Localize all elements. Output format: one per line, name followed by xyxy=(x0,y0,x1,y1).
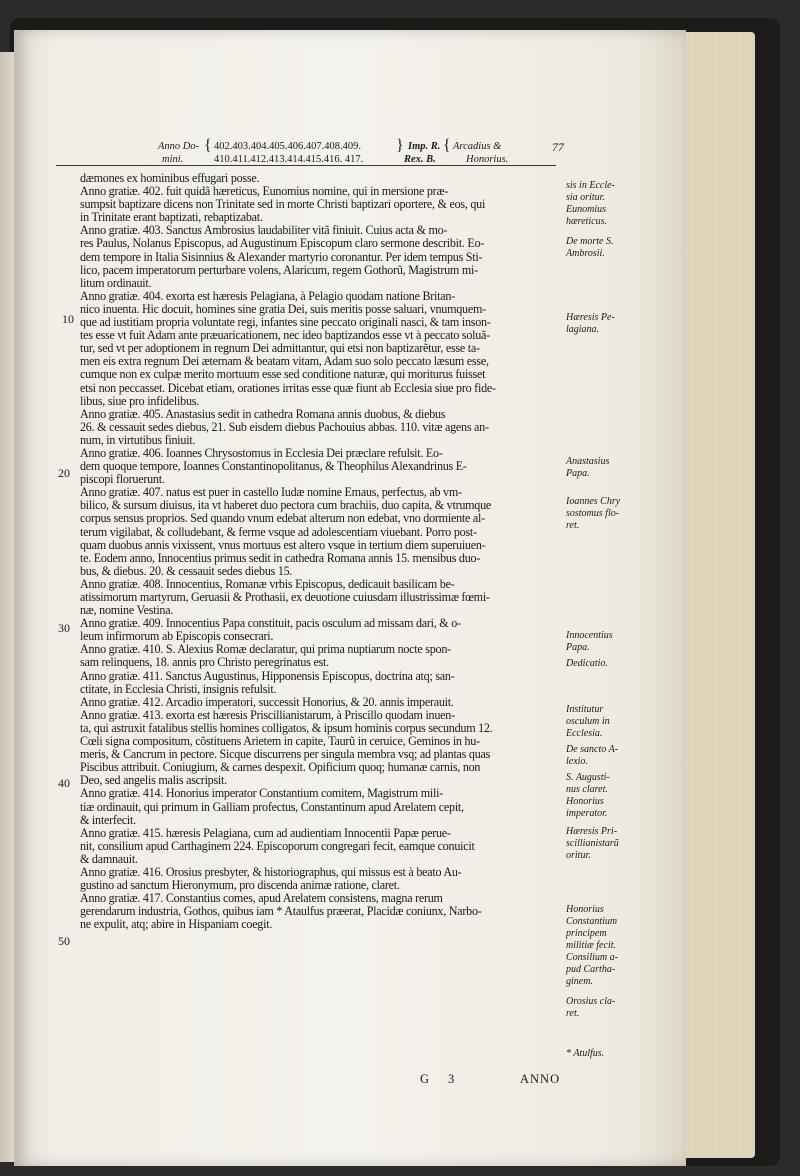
text-line: piscopi floruerunt. xyxy=(80,473,165,487)
page-block-edge xyxy=(675,32,755,1158)
margin-note: Papa. xyxy=(566,468,590,479)
text-line: Piscibus attribuit. Coniugium, & carnes despexit. Opificium quoq; humanæ carnis, non xyxy=(80,761,481,775)
margin-note: S. Augusti- xyxy=(566,772,610,783)
text-line: Anno gratiæ. 404. exorta est hæresis Pelagiana, à Pelagio quodam natione Britan- xyxy=(80,289,455,303)
margin-note: * Atulfus. xyxy=(566,1048,605,1059)
text-line: tiæ ordinauit, qui primum in Galliam profectus, Constantinum apud Arelatem cepit, xyxy=(80,800,464,814)
header-brace-mid-icon: } xyxy=(396,137,404,154)
margin-note: Hæresis Pe- xyxy=(566,312,615,323)
text-line: dem tempore in Italia Sisinnius & Alexander martyrio coronantur. Per idem tempus Sti- xyxy=(80,250,483,264)
text-line: num, in virtutibus finiuit. xyxy=(80,433,196,447)
margin-note: De sancto A- xyxy=(566,744,619,755)
margin-note: ret. xyxy=(566,520,580,531)
header-years-2: 410.411.412.413.414.415.416. 417. xyxy=(214,154,364,165)
text-line: Anno gratiæ. 414. Honorius imperator Constantium comitem, Magistrum mili- xyxy=(80,787,443,801)
text-line: litum ordinauit. xyxy=(80,276,152,290)
text-line: bilico, & sursum diuisus, ita vt haberet duo pectora cum brachiis, duo capita, & vtrumque xyxy=(80,499,492,513)
margin-note: Eunomius xyxy=(566,204,606,215)
margin-note: ret. xyxy=(566,1008,580,1019)
margin-note: imperator. xyxy=(566,808,608,819)
margin-note: Honorius xyxy=(566,904,604,915)
text-line: næ, nomine Vestina. xyxy=(80,604,174,618)
line-number: 30 xyxy=(58,621,70,635)
text-line: Anno gratiæ. 405. Anastasius sedit in cathedra Romana annis duobus, & diebus xyxy=(80,407,446,421)
margin-note: Innocentius xyxy=(566,630,613,641)
margin-note: pud Cartha- xyxy=(566,964,616,975)
line-number: 40 xyxy=(58,776,70,790)
text-line: tes esse vt fuit Adam ante præuaricationem, nec ideo baptizandos esse vt à peccato soluã- xyxy=(80,329,490,343)
text-line: nit, consilium apud Carthaginem 224. Episcoporum congregari fecit, eamque conuicit xyxy=(80,839,475,853)
text-line: atissimorum martyrum, Geruasii & Prothasii, ex deuotione cuiusdam illustrissimæ fœmi- xyxy=(80,591,490,604)
header-brace-left-icon: { xyxy=(204,137,212,154)
text-line: Anno gratiæ. 403. Sanctus Ambrosius laudabiliter vitã finiuit. Cuius acta & mo- xyxy=(80,224,448,238)
margin-note: Institutur xyxy=(566,704,604,715)
text-line: te. Eodem anno, Innocentius primus sedit in cathedra Romana annis 15. mensibus duo- xyxy=(80,551,481,565)
margin-note: Honorius xyxy=(566,796,604,807)
margin-note: Papa. xyxy=(566,642,590,653)
page-number: 77 xyxy=(552,140,564,154)
text-line: meris, & Cancrum in pectore. Sicque discurrens per singula membra vsq; ad plantas quas xyxy=(80,748,491,762)
header-anno-label-1: Anno Do- xyxy=(158,141,200,152)
text-line: in Trinitate erant baptizati, rebaptizabat. xyxy=(80,211,263,225)
line-number: 50 xyxy=(58,934,70,948)
header-anno-label-2: mini. xyxy=(162,154,184,165)
text-line: ta, qui astruxit fatalibus stellis homines colligatos, & ipsum hominis corpus secundum 12. xyxy=(80,721,493,735)
margin-note: scillianistarũ xyxy=(566,838,619,849)
header-imp-label: Imp. R. xyxy=(408,141,441,152)
text-line: sam relinquens, 18. annis pro Christo peregrinatus est. xyxy=(80,656,329,670)
margin-note: Constantium xyxy=(566,916,618,927)
header-ruler-1: Arcadius & xyxy=(453,141,502,152)
text-line: & damnauit. xyxy=(80,852,138,866)
text-line: ctitate, in Ecclesia Christi, insignis refulsit. xyxy=(80,682,277,696)
text-line: res Paulus, Nolanus Episcopus, ad Augustinum Episcopum claro sermone describit. Eo- xyxy=(80,237,485,251)
margin-note: lexio. xyxy=(566,756,588,767)
text-line: bus, & diebus. 20. & cessauit sedes diebus 15. xyxy=(80,564,293,578)
text-line: dæmones ex hominibus effugari posse. xyxy=(80,172,260,185)
margin-note: militiæ fecit. xyxy=(566,940,616,951)
text-line: Anno gratiæ. 412. Arcadio imperatori, successit Honorius, & 20. annis imperauit. xyxy=(80,695,454,709)
main-text-block xyxy=(80,172,562,931)
margin-note: De morte S. xyxy=(566,236,614,247)
margin-note: Ioannes Chry xyxy=(566,496,621,507)
margin-note: sostomus flo- xyxy=(566,508,620,519)
text-line: que ad iustitiam propria voluntate regi, infantes sine peccato originali nasci, & tam inson- xyxy=(80,316,491,330)
text-line: libus, siue pro infidelibus. xyxy=(80,394,199,408)
margin-note: Consilium a- xyxy=(566,952,618,963)
line-number: 20 xyxy=(58,466,70,480)
margin-note: oritur. xyxy=(566,850,591,861)
text-line: gustino ad sanctum Hieronymum, pro discenda animæ ratione, claret. xyxy=(80,879,400,893)
margin-note: Hæresis Pri- xyxy=(566,826,618,837)
signature-mark: G xyxy=(420,1072,431,1086)
text-line: Anno gratiæ. 417. Constantius comes, apud Arelatem consistens, magna rerum xyxy=(80,892,443,906)
header-rule xyxy=(56,165,556,166)
header-years-1: 402.403.404.405.406.407.408.409. xyxy=(214,141,361,152)
margin-note: lagiana. xyxy=(566,324,600,335)
margin-note: Ecclesia. xyxy=(566,728,603,739)
text-line: Anno gratiæ. 413. exorta est hæresis Priscillianistarum, à Priscillo quodam inuen- xyxy=(80,708,455,722)
text-line: nico inuenta. Hic docuit, homines sine gratia Dei, suis meritis posse saluari, vnumquem- xyxy=(80,302,486,316)
signature-number: 3 xyxy=(448,1072,456,1086)
text-line: Anno gratiæ. 410. S. Alexius Romæ declaratur, qui prima nuptiarum nocte spon- xyxy=(80,643,451,657)
text-line: cumque non ex culpæ merito mortuum esse sed conditione naturæ, qui moriturus fuisset xyxy=(80,368,486,382)
margin-note: principem xyxy=(566,928,607,939)
margin-note: osculum in xyxy=(566,716,610,727)
margin-note: Orosius cla- xyxy=(566,996,616,1007)
margin-note: Ambrosii. xyxy=(566,248,605,259)
text-line: lico, pacem imperatorum perturbare volens, Alaricum, regem Gothorũ, Magistrum mi- xyxy=(80,263,478,277)
catchword: ANNO xyxy=(520,1072,561,1086)
margin-note: ginem. xyxy=(566,976,593,987)
margin-note: sia oritur. xyxy=(566,192,605,203)
text-line: dem quoque tempore, Ioannes Constantinopolitanus, & Theophilus Alexandrinus E- xyxy=(80,460,467,474)
line-number: 10 xyxy=(62,312,74,326)
header-brace-right-icon: { xyxy=(443,137,451,154)
text-line: ne expulit, atq; abire in Hispaniam coegit. xyxy=(80,918,273,932)
text-line: tur, sed vt per adoptionem in regnum Dei admittantur, qui etsi non baptizarẽtur, esse ta- xyxy=(80,342,480,356)
text-line: Anno gratiæ. 406. Ioannes Chrysostomus in Ecclesia Dei præclare refulsit. Eo- xyxy=(80,446,443,460)
text-line: gerendarum industria, Gothos, quibus iam * Ataulfus præerat, Placidæ coniunx, Narbo- xyxy=(80,905,482,919)
text-line: Anno gratiæ. 407. natus est puer in castello Iudæ nomine Emaus, perfectus, ab vm- xyxy=(80,486,462,500)
text-line: sumpsit baptizare dicens non Trinitate sed in morte Christi baptizari oportere, & eos, qui xyxy=(80,198,486,212)
margin-note: nus claret. xyxy=(566,784,608,795)
text-line: Deo, sed angelis malis ascripsit. xyxy=(80,774,227,788)
text-line: men eis extra regnum Dei æternam & beatam vitam, Adam suo solo peccato læsum esse, xyxy=(80,355,489,369)
text-line: 26. & cessauit sedes diebus, 21. Sub eisdem diebus Pachouius abbas. 110. vitæ agens an- xyxy=(80,420,489,434)
header-rex-label: Rex. B. xyxy=(404,154,436,165)
text-line: Anno gratiæ. 409. Innocentius Papa constituit, pacis osculum ad missam dari, & o- xyxy=(80,617,461,631)
text-line: etsi non peccasset. Dicebat etiam, orationes irritas esse quæ fiunt ab Ecclesia siue pro fide- xyxy=(80,381,496,395)
text-line: quam duobus annis vixissent, vnus mortuus est altero vsque in tertium diem superuiuen- xyxy=(80,538,486,552)
text-line: Anno gratiæ. 416. Orosius presbyter, & historiographus, qui missus est à beato Au- xyxy=(80,865,462,879)
margin-note: hæreticus. xyxy=(566,216,608,227)
text-line: Anno gratiæ. 411. Sanctus Augustinus, Hipponensis Episcopus, doctrina atq; san- xyxy=(80,669,455,683)
text-line: terum vigilabat, & colludebant, & ferme vsque ad adolescentiam viuebant. Porro post- xyxy=(80,525,477,539)
text-line: Anno gratiæ. 402. fuit quidã hæreticus, Eunomius nomine, qui in mersione præ- xyxy=(80,185,449,199)
text-line: leum infirmorum ab Episcopis consecrari. xyxy=(80,630,274,644)
margin-note: sis in Eccle- xyxy=(566,180,615,191)
header-ruler-2: Honorius. xyxy=(466,154,509,165)
text-line: corpus sensus proprios. Sed quando vnum edebat alterum non edebat, vno dormiente al- xyxy=(80,512,485,526)
text-line: Anno gratiæ. 408. Innocentius, Romanæ vrbis Episcopus, dedicauit basilicam be- xyxy=(80,577,455,591)
margin-note: Dedicatio. xyxy=(566,658,608,669)
text-line: & interfecit. xyxy=(80,813,136,827)
text-line: Anno gratiæ. 415. hæresis Pelagiana, cum ad audientiam Innocentii Papæ perue- xyxy=(80,826,451,840)
text-line: Cœli signa compositum, cõstituens Arietem in capite, Taurũ in ceruice, Geminos in hu- xyxy=(80,735,480,749)
margin-note: Anastasius xyxy=(566,456,610,467)
